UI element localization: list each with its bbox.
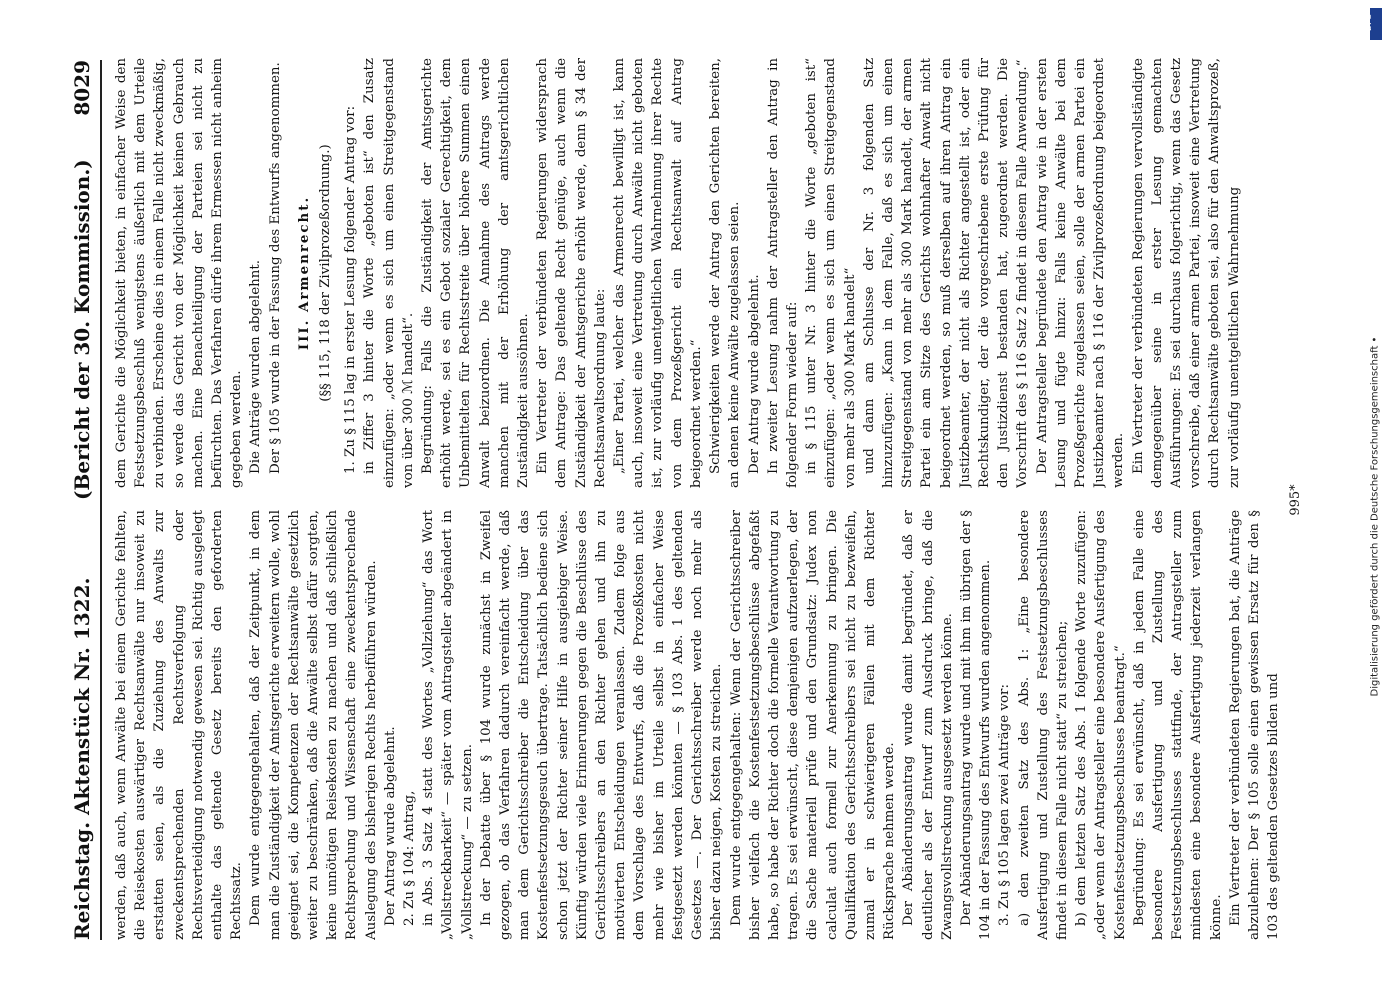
paragraph: 1. Zu § 115 lag in erster Lesung folgender Antrag vor: xyxy=(343,105,359,474)
paragraph: in Ziffer 3 hinter die Worte „geboten ist“ den Zusatz einzufügen: „oder wenn es sich um einen Streitgegenstand von über 300 ℳ handelt“. xyxy=(362,58,416,488)
left-column xyxy=(112,510,1287,940)
header-left: Reichstag. Aktenstück Nr. 1322. xyxy=(70,577,94,940)
paragraph: „Einer Partei, welcher das Armenrecht bewilligt ist, kann auch, insoweit eine Vertretung durch Anwälte nicht geboten ist, zur vorläufig unentgeltlichen Wahrnehmung ihrer Rechte von dem Prozeßgericht ein Rechtsanwalt auf Antrag beigeordnet werden.“ xyxy=(612,58,704,488)
paragraph: Die Anträge wurden abgelehnt. xyxy=(248,259,264,474)
paragraph: In der Debatte über § 104 wurde zunächst in Zweifel gezogen, ob das Verfahren dadurch vereinfacht werde, daß man dem Gerichtsschreiber die Entscheidung über das Kostenfestsetzungsgesuch übertrage. Tatsächlich bediene sich schon jetzt der Richter seiner Hilfe in ausgiebiger Weise. Künftig würden viele Erinnerungen gegen die Beschlüsse des Gerichtsschreibers an den Richter gehen und ihn zu motivierten Entscheidungen veranlassen. Zudem folge aus dem Vorschlage des Entwurfs, daß die Prozeßkosten nicht mehr wie bisher im Urteile selbst in einfacher Weise festgesetzt werden könnten — § 103 Abs. 1 des geltenden Gesetzes —. Der Gerichtsschreiber werde noch mehr als bisher dazu neigen, Kosten zu streichen. xyxy=(478,510,725,940)
paragraph: 3. Zu § 105 lagen zwei Anträge vor: xyxy=(997,684,1013,926)
digitization-credit xyxy=(1366,70,1383,970)
section-heading: III. Armenrecht. xyxy=(295,195,312,351)
page-number: 8029 xyxy=(70,60,94,116)
paragraph: Der Abänderungsantrag wurde und mit ihm im übrigen der § 104 in der Fassung des Entwurfs wurden angenommen. xyxy=(958,510,994,940)
paragraph: dem Gerichte die Möglichkeit bieten, in einfacher Weise den Festsetzungsbeschluß wenigstens äußerlich mit dem Urteile zu verbinden. Erscheine dies in einem Falle nicht zweckmäßig, so werde das Gericht von der Möglichkeit keinen Gebrauch machen. Eine Benachteiligung der Parteien sei nicht zu befürchten. Das Verfahren dürfe ihrem Ermessen nicht anheim gegeben werden. xyxy=(114,58,245,488)
paragraph: Begründung: Es sei erwünscht, daß in jedem Falle eine besondere Ausfertigung und Zustellung des Festsetzungsbeschlusses stattfinde, der Antragsteller zum mindesten eine besondere Ausfertigung jederzeit verlangen könne. xyxy=(1131,510,1224,940)
paragraph: a) den zweiten Satz des Abs. 1: „Eine besondere Ausfertigung und Zustellung des Festsetzungsbeschlusses findet in diesem Falle nicht statt“ zu streichen; xyxy=(1016,510,1070,940)
paragraph: In zweiter Lesung nahm der Antragsteller den Antrag in folgender Form wieder auf: xyxy=(765,58,800,488)
paragraph: Dem wurde entgegengehalten, daß der Zeitpunkt, in dem man die Zuständigkeit der Amtsgerichte erweitern wolle, wohl geeignet sei, die Kompetenzen der Rechtsanwälte gesetzlich weiter zu beschränken, daß die Anwälte selbst dafür sorgten, keine unnötigen Reisekosten zu machen und daß schließlich Rechtsprechung und Wissenschaft eine zweckentsprechende Auslegung des bisherigen Rechts herbeiführen würden. xyxy=(248,510,379,940)
paragraph: b) dem letzten Satz des Abs. 1 folgende Worte zuzufügen: „oder wenn der Antragsteller eine besondere Ausfertigung des Kostenfestsetzungsbeschlusses beantragt.“ xyxy=(1074,510,1128,940)
dfg-logo xyxy=(1363,8,1382,40)
section-subheading: (§§ 115, 118 der Zivilprozeßordnung.) xyxy=(318,144,334,402)
paragraph: 2. Zu § 104: Antrag, xyxy=(402,790,418,926)
credit-text: Digitalisierung gefördert durch die Deutsche Forschungsgemeinschaft • xyxy=(1369,336,1381,697)
right-column xyxy=(112,58,1287,488)
paragraph: Der Antrag wurde abgelehnt. xyxy=(746,274,762,474)
paragraph: in Abs. 3 Satz 4 statt des Wortes „Vollziehung“ das Wort „Vollstreckbarkeit“ — später vom Antragsteller abgeändert in „Vollstreckung“ — zu setzen. xyxy=(421,510,475,940)
paragraph: Ein Vertreter der verbündeten Regierungen bat, die Anträge abzulehnen: Der § 105 solle einen gewissen Ersatz für den § 103 des geltenden Gesetzes bilden und xyxy=(1227,510,1282,940)
paragraph: Begründung: Falls die Zuständigkeit der Amtsgerichte erhöht werde, sei es ein Gebot sozialer Gerechtigkeit, dem Unbemittelten für Rechtsstreite über höhere Summen einen Anwalt beizuordnen. Die Annahme des Antrags werde manchen mit der Erhöhung der amtsgerichtlichen Zuständigkeit aussöhnen. xyxy=(420,58,532,488)
paragraph: Schwierigkeiten werde der Antrag den Gerichten bereiten, an denen keine Anwälte zugelassen seien. xyxy=(708,58,743,488)
paragraph: Der § 105 wurde in der Fassung des Entwurfs angenommen. xyxy=(267,62,283,474)
paragraph: Der Antrag wurde abgelehnt. xyxy=(382,726,398,926)
header-center: (Bericht der 30. Kommission.) xyxy=(70,159,94,500)
paragraph: Ein Vertreter der verbündeten Regierungen vervollständigte demgegenüber seine in erster Lesung gemachten Ausführungen: Es sei durchaus folgerichtig, wenn das Gesetz vorschreibe, daß einer armen Partei, insoweit eine Vertretung durch Rechtsanwälte geboten sei, also für den Anwaltsprozeß, zur vorläufig unentgeltlichen Wahrnehmung xyxy=(1130,58,1242,488)
paragraph: Der Abänderungsantrag wurde damit begründet, daß er deutlicher als der Entwurf zum Ausdruck bringe, daß die Zwangsvollstreckung ausgesetzt werden könne. xyxy=(901,510,955,940)
page-footer: 995* xyxy=(1288,484,1303,516)
dfg-logo-text: DFG xyxy=(1363,14,1373,31)
header-rule xyxy=(100,60,102,940)
paragraph: Der Antragsteller begründete den Antrag wie in der ersten Lesung und fügte hinzu: Falls keine Anwälte bei dem Prozeßgerichte zugelassen seien, solle der armen Partei ein Justizbeamter nach § 116 der Zivilprozeßordnung beigeordnet werden. xyxy=(1034,58,1127,488)
paragraph: und dann am Schlusse der Nr. 3 folgenden Satz hinzuzufügen: „Kann in dem Falle, daß es sich um einen Streitgegenstand von mehr als 300 Mark handelt, der armen Partei ein am Sitze des Gerichts wohnhafter Anwalt nicht beigeordnet werden, so muß derselben auf ihren Antrag ein Justizbeamter, der nicht als Richter angestellt ist, oder ein Rechtskundiger, der die vorgeschriebene erste Prüfung für den Justizdienst bestanden hat, zugeordnet werden. Die Vorschrift des § 116 Satz 2 findet in diesem Falle Anwendung.“ xyxy=(861,58,1031,488)
paragraph: Dem wurde entgegengehalten: Wenn der Gerichtsschreiber bisher vielfach die Kostenfestsetzungsbeschlüsse abgefaßt habe, so habe der Richter doch die formelle Verantwortung zu tragen. Es sei erwünscht, diese demjenigen aufzuerlegen, der die Sache materiell prüfe und den Grundsatz: Judex non calculat auch formell zur Anerkennung zu bringen. Die Qualifikation des Gerichtsschreibers sei nicht zu bezweifeln, zumal er in schwierigeren Fällen mit dem Richter Rücksprache nehmen werde. xyxy=(728,510,898,940)
paragraph: werden, daß auch, wenn Anwälte bei einem Gerichte fehlten, die Reisekosten auswärtiger Rechtsanwälte nur insoweit zu erstatten seien, als die Zuziehung des Anwalts zur zweckentsprechenden Rechtsverfolgung oder Rechtsverteidigung notwendig gewesen sei. Richtig ausgelegt enthalte das geltende Gesetz bereits den geforderten Rechtssatz. xyxy=(114,510,245,940)
paragraph: in § 115 unter Nr. 3 hinter die Worte „geboten ist“ einzufügen: „oder wenn es sich um einen Streitgegenstand von mehr als 300 Mark handelt“ xyxy=(804,58,858,488)
paragraph: Ein Vertreter der verbündeten Regierungen widersprach dem Antrage: Das geltende Recht genüge, auch wenn die Zuständigkeit der Amtsgerichte erhöht werde, denn § 34 der Rechtsanwaltsordnung laute: xyxy=(535,58,608,488)
